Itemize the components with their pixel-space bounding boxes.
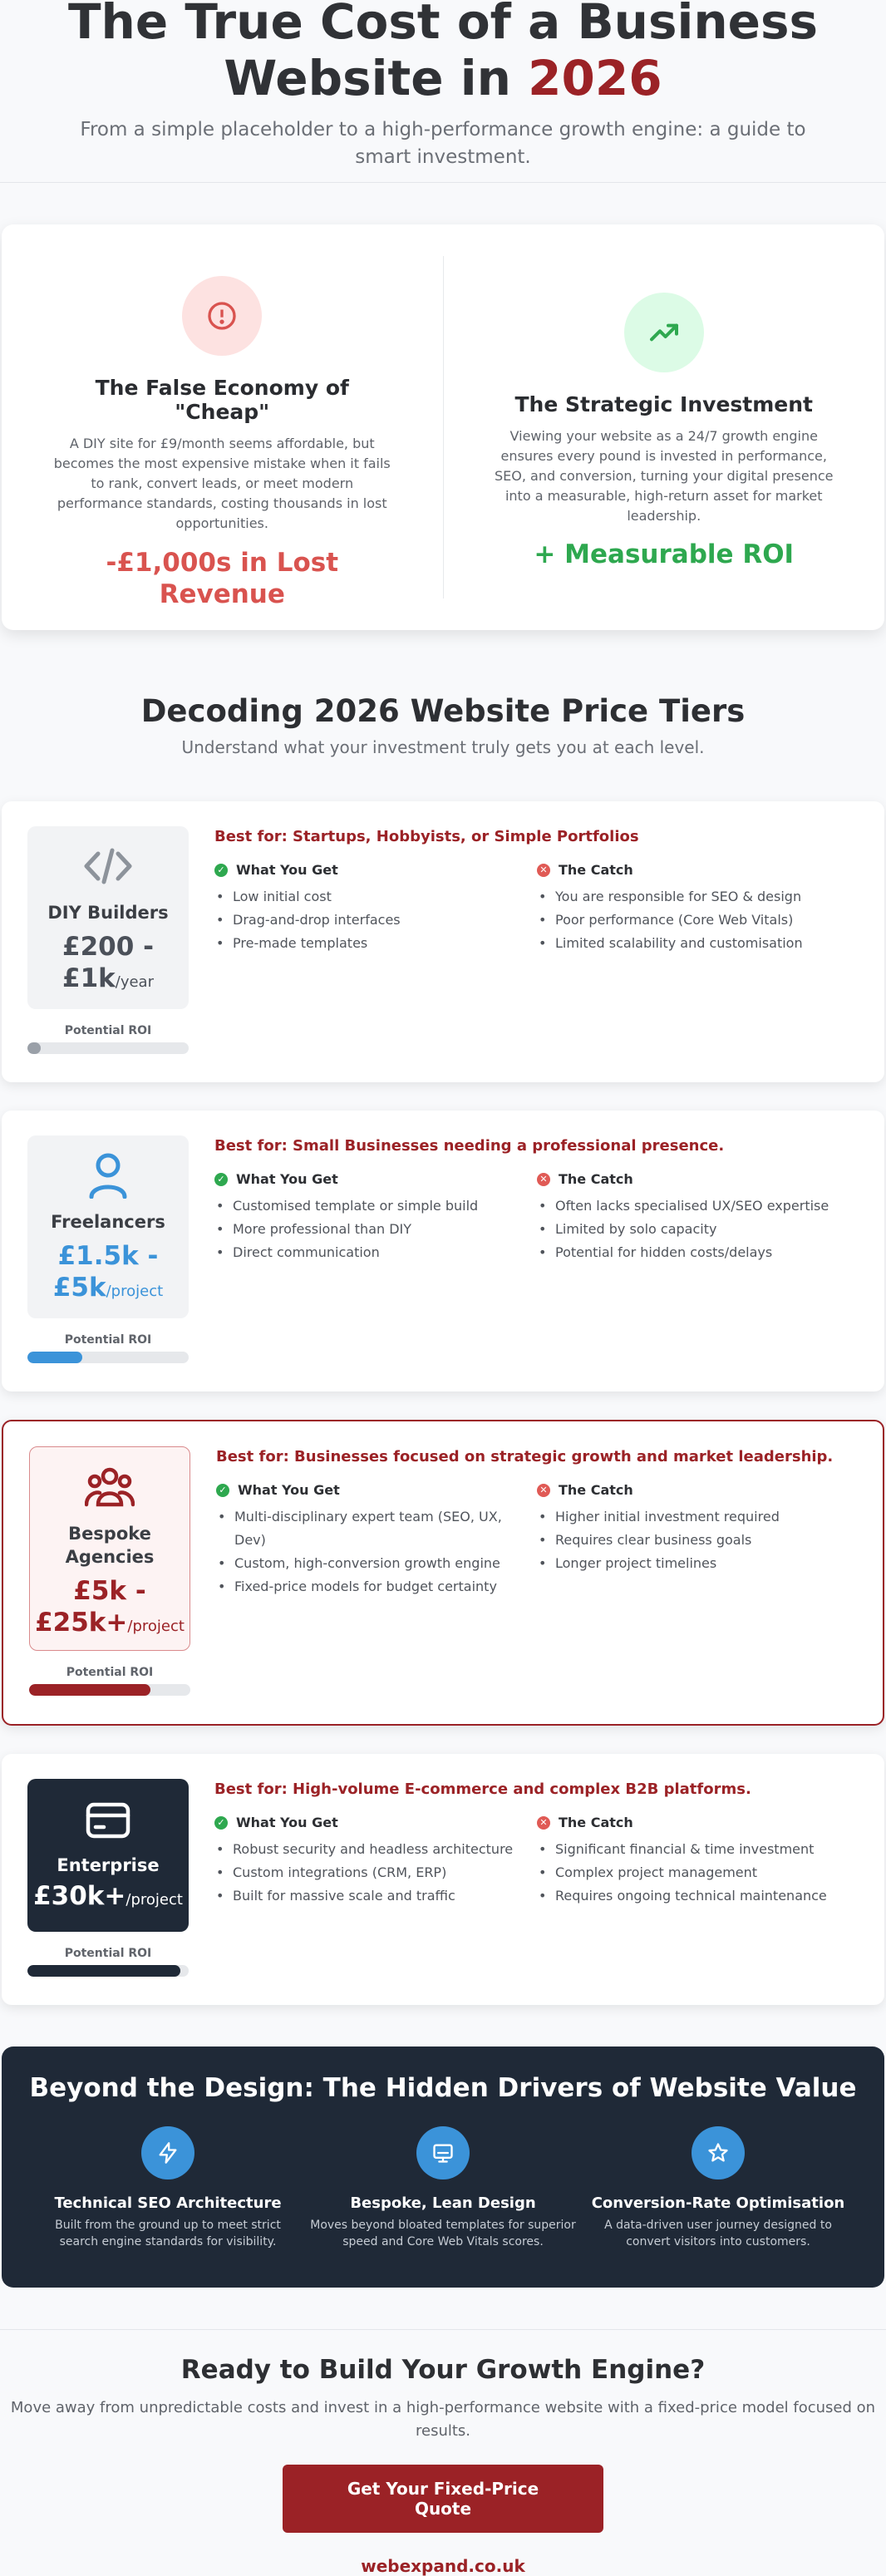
tier-details	[216, 1448, 858, 1598]
strategic-investment-description: Viewing your website as a 24/7 growth engine ensures every pound is invested in performance, SEO, and conversion, turning your digital presence into a measurable, high-return asset for market leadership.	[495, 428, 834, 524]
roi-label: Potential ROI	[64, 1947, 152, 1960]
page-subtitle: From a simple placeholder to a high-performance growth engine: a guide to smart investment.	[80, 119, 806, 168]
driver-text: A data-driven user journey designed to convert visitors into customers.	[604, 2219, 832, 2248]
tiers-title: Decoding 2026 Website Price Tiers	[140, 693, 746, 729]
list-item: • Poor performance (Core Web Vitals)	[537, 909, 859, 932]
driver-item	[35, 2126, 301, 2250]
tier-price	[27, 1880, 189, 1916]
trending-up-icon	[624, 293, 704, 372]
list-item: • Limited scalability and customisation	[537, 932, 859, 955]
what-you-get	[216, 1482, 537, 1598]
false-economy-description: A DIY site for £9/month seems affordable, but becomes the most expensive mistake when it fails to rank, convert leads, or meet modern performance standards, costing thousands in lost opportunities.	[53, 436, 391, 531]
user-icon	[27, 1152, 189, 1199]
tier-name: Enterprise	[57, 1855, 160, 1875]
team-icon	[30, 1464, 190, 1510]
the-catch	[537, 862, 859, 955]
list-item: • Multi-disciplinary expert team (SEO, UX, Dev)	[216, 1505, 537, 1552]
what-you-get	[214, 1815, 537, 1908]
the-catch-title: The Catch	[559, 862, 633, 878]
tiers-subtitle: Understand what your investment truly gets you at each level.	[181, 737, 705, 757]
driver-title: Technical SEO Architecture	[54, 2194, 282, 2212]
driver-title: Bespoke, Lean Design	[350, 2194, 536, 2212]
title-line-2: Website in	[224, 50, 529, 106]
check-icon: ✓	[214, 1816, 228, 1830]
what-you-get	[214, 862, 537, 955]
what-you-get-title: What You Get	[236, 1815, 338, 1830]
roi-label: Potential ROI	[64, 1024, 152, 1037]
what-you-get-title: What You Get	[236, 862, 338, 878]
what-you-get	[214, 1171, 537, 1264]
list-item: • Built for massive scale and traffic	[214, 1884, 537, 1908]
tier-name: DIY Builders	[47, 903, 169, 923]
the-catch	[537, 1815, 859, 1908]
roi-label: Potential ROI	[64, 1333, 152, 1347]
drivers-title: Beyond the Design: The Hidden Drivers of Website Value	[29, 2073, 857, 2103]
check-icon: ✓	[214, 1173, 228, 1186]
x-icon: ✕	[537, 864, 550, 877]
tier-price-box	[27, 826, 189, 1009]
tier-price-unit: /project	[126, 1891, 183, 1909]
false-economy-title: The False Economy of "Cheap"	[95, 376, 349, 424]
card-icon	[27, 1797, 189, 1844]
roi-fill	[27, 1042, 41, 1054]
tier-price-value: £1.5k - £5k	[52, 1241, 159, 1303]
tier-price-value: £30k+	[33, 1881, 126, 1911]
driver-text: Moves beyond bloated templates for superior speed and Core Web Vitals scores.	[310, 2219, 576, 2248]
list-item: • Potential for hidden costs/delays	[537, 1241, 859, 1264]
tier-card-agencies	[2, 1420, 884, 1726]
comparison-card	[2, 224, 884, 630]
x-icon: ✕	[537, 1173, 550, 1186]
tier-price-box	[29, 1446, 190, 1651]
list-item: • You are responsible for SEO & design	[537, 885, 859, 909]
title-year: 2026	[528, 50, 662, 106]
tier-details	[214, 828, 859, 955]
best-for-label: Best for: High-volume E-commerce and complex B2B platforms.	[214, 1781, 751, 1798]
tier-price-unit: /project	[106, 1283, 164, 1300]
cta-title: Ready to Build Your Growth Engine?	[180, 2355, 706, 2385]
strategic-investment-column	[444, 224, 885, 630]
list-item: • Low initial cost	[214, 885, 537, 909]
roi-fill	[27, 1352, 82, 1363]
driver-title: Conversion-Rate Optimisation	[591, 2194, 845, 2212]
page-title	[50, 0, 836, 106]
check-icon: ✓	[216, 1484, 229, 1497]
title-line-1: The True Cost of a Business	[67, 0, 819, 50]
list-item: • Pre-made templates	[214, 932, 537, 955]
list-item: • Custom integrations (CRM, ERP)	[214, 1861, 537, 1884]
list-item: • Customised template or simple build	[214, 1194, 537, 1218]
the-catch-title: The Catch	[559, 1482, 633, 1498]
list-item: • Robust security and headless architecture	[214, 1838, 537, 1861]
what-you-get-title: What You Get	[236, 1171, 338, 1187]
roi-bar	[27, 1965, 189, 1977]
cta-section	[0, 2329, 886, 2576]
tier-price	[30, 1575, 190, 1643]
list-item: • Custom, high-conversion growth engine	[216, 1552, 537, 1575]
best-for-label: Best for: Businesses focused on strategic growth and market leadership.	[216, 1448, 834, 1465]
tier-price-box	[27, 1779, 189, 1932]
false-economy-column	[2, 224, 443, 630]
list-item: • Drag-and-drop interfaces	[214, 909, 537, 932]
driver-item	[585, 2126, 851, 2250]
tier-card-freelancers	[2, 1111, 884, 1391]
bolt-icon	[141, 2126, 194, 2180]
list-item: • Often lacks specialised UX/SEO expertise	[537, 1194, 859, 1218]
tiers-header	[0, 693, 886, 757]
tier-card-enterprise	[2, 1754, 884, 2005]
tier-details	[214, 1137, 859, 1264]
star-icon	[692, 2126, 745, 2180]
tier-price	[27, 1240, 189, 1308]
driver-item	[310, 2126, 576, 2250]
the-catch-title: The Catch	[559, 1171, 633, 1187]
list-item: • Longer project timelines	[537, 1552, 858, 1575]
tier-details	[214, 1781, 859, 1908]
best-for-label: Best for: Startups, Hobbyists, or Simple Portfolios	[214, 828, 639, 845]
x-icon: ✕	[537, 1816, 550, 1830]
site-link[interactable]: webexpand.co.uk	[361, 2556, 525, 2576]
best-for-label: Best for: Small Businesses needing a professional presence.	[214, 1137, 725, 1155]
tier-name: Bespoke Agencies	[65, 1524, 155, 1567]
monitor-icon	[416, 2126, 470, 2180]
driver-text: Built from the ground up to meet strict search engine standards for visibility.	[55, 2219, 281, 2248]
list-item: • Requires ongoing technical maintenance	[537, 1884, 859, 1908]
the-catch	[537, 1482, 858, 1598]
list-item: • Requires clear business goals	[537, 1529, 858, 1552]
roi-fill	[29, 1684, 150, 1696]
list-item: • Complex project management	[537, 1861, 859, 1884]
what-you-get-title: What You Get	[238, 1482, 340, 1498]
tier-price	[27, 931, 189, 998]
value-drivers-section	[2, 2047, 884, 2288]
code-icon	[27, 843, 189, 889]
roi-bar	[27, 1042, 189, 1054]
tier-price-value: £5k - £25k+	[35, 1576, 146, 1638]
cta-text: Move away from unpredictable costs and invest in a high-performance website with a fixed-price model focused on results.	[10, 2399, 876, 2440]
check-icon: ✓	[214, 864, 228, 877]
the-catch-title: The Catch	[559, 1815, 633, 1830]
the-catch	[537, 1171, 859, 1264]
get-quote-button[interactable]: Get Your Fixed-Price Quote	[283, 2465, 603, 2533]
tier-card-diy	[2, 801, 884, 1082]
list-item: • Fixed-price models for budget certainty	[216, 1575, 537, 1598]
tier-price-box	[27, 1135, 189, 1318]
hero	[0, 0, 886, 183]
roi-label: Potential ROI	[66, 1666, 154, 1679]
alert-icon	[182, 276, 262, 356]
measurable-roi-figure: + Measurable ROI	[534, 539, 795, 569]
tier-price-value: £200 - £1k	[62, 932, 154, 993]
roi-fill	[27, 1965, 180, 1977]
list-item: • Limited by solo capacity	[537, 1218, 859, 1241]
tier-name: Freelancers	[51, 1212, 165, 1232]
tier-price-unit: /project	[127, 1618, 185, 1635]
tier-price-unit: /year	[115, 973, 154, 991]
lost-revenue-figure: -£1,000s in Lost Revenue	[106, 548, 339, 609]
list-item: • Higher initial investment required	[537, 1505, 858, 1529]
list-item: • Direct communication	[214, 1241, 537, 1264]
list-item: • More professional than DIY	[214, 1218, 537, 1241]
roi-bar	[29, 1684, 190, 1696]
x-icon: ✕	[537, 1484, 550, 1497]
roi-bar	[27, 1352, 189, 1363]
strategic-investment-title: The Strategic Investment	[514, 392, 813, 416]
list-item: • Significant financial & time investment	[537, 1838, 859, 1861]
